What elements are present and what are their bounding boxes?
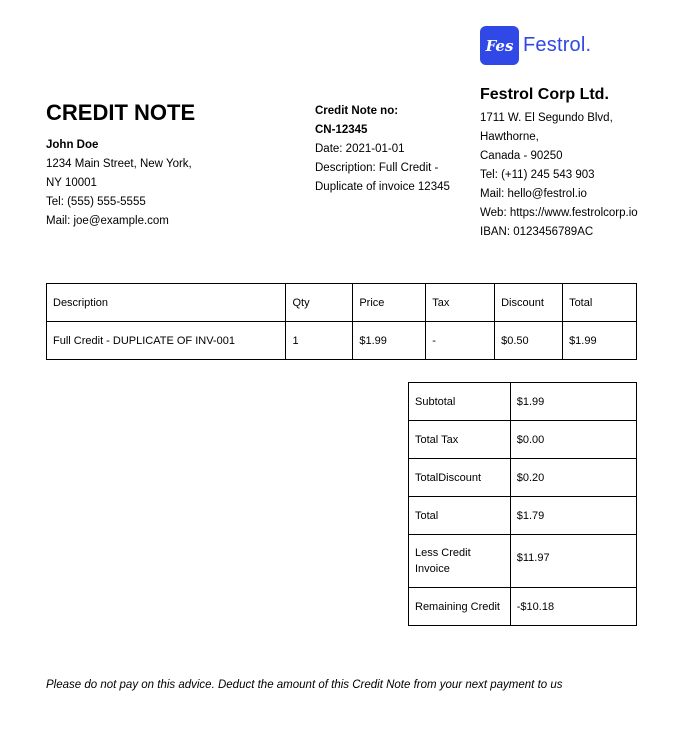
cell-tax: - — [426, 322, 495, 360]
total-value: $1.79 — [510, 497, 636, 535]
credit-note-meta — [315, 102, 455, 197]
cell-description: Full Credit - DUPLICATE OF INV-001 — [47, 322, 286, 360]
logo-text: Festrol. — [523, 34, 592, 56]
header-description: Description — [47, 284, 286, 322]
credit-note-number: CN-12345 — [315, 124, 368, 136]
customer-block — [46, 136, 192, 231]
totals-row-less-credit — [409, 535, 637, 588]
table-row — [47, 322, 637, 360]
header-qty: Qty — [286, 284, 353, 322]
brand-logo — [480, 26, 591, 65]
total-tax-value: $0.00 — [510, 421, 636, 459]
company-address-line1: 1711 W. El Segundo Blvd, — [480, 112, 613, 124]
company-mail: Mail: hello@festrol.io — [480, 188, 587, 200]
customer-mail: Mail: joe@example.com — [46, 215, 169, 227]
logo-mark: Fes — [480, 26, 519, 65]
footer-note: Please do not pay on this advice. Deduct the amount of this Credit Note from your next payment to us — [46, 679, 563, 691]
less-credit-value: $11.97 — [510, 535, 636, 588]
totals-row-subtotal — [409, 383, 637, 421]
company-block — [480, 84, 638, 242]
remaining-credit-value: -$10.18 — [510, 588, 636, 626]
company-iban: IBAN: 0123456789AC — [480, 226, 594, 238]
credit-note-number-label: Credit Note no: — [315, 105, 399, 117]
header-tax: Tax — [426, 284, 495, 322]
customer-address-line2: NY 10001 — [46, 177, 97, 189]
company-web: Web: https://www.festrolcorp.io — [480, 207, 638, 219]
totals-table — [408, 382, 637, 626]
header-discount: Discount — [495, 284, 563, 322]
company-name: Festrol Corp Ltd. — [480, 86, 609, 103]
customer-name: John Doe — [46, 139, 99, 151]
total-discount-label: TotalDiscount — [409, 459, 511, 497]
header-total: Total — [563, 284, 637, 322]
subtotal-value: $1.99 — [510, 383, 636, 421]
cell-qty: 1 — [286, 322, 353, 360]
total-label: Total — [409, 497, 511, 535]
cell-total: $1.99 — [563, 322, 637, 360]
total-tax-label: Total Tax — [409, 421, 511, 459]
company-tel: Tel: (+11) 245 543 903 — [480, 169, 595, 181]
totals-row-remaining — [409, 588, 637, 626]
cell-price: $1.99 — [353, 322, 426, 360]
header-price: Price — [353, 284, 426, 322]
remaining-credit-label: Remaining Credit — [409, 588, 511, 626]
totals-row-total — [409, 497, 637, 535]
total-discount-value: $0.20 — [510, 459, 636, 497]
less-credit-label: Less Credit Invoice — [409, 535, 511, 588]
credit-note-description: Description: Full Credit - Duplicate of invoice 12345 — [315, 162, 450, 193]
items-table — [46, 283, 637, 360]
customer-tel: Tel: (555) 555-5555 — [46, 196, 146, 208]
company-address-line2: Hawthorne, — [480, 131, 539, 143]
totals-row-tax — [409, 421, 637, 459]
items-header-row — [47, 284, 637, 322]
credit-note-date: Date: 2021-01-01 — [315, 143, 405, 155]
cell-discount: $0.50 — [495, 322, 563, 360]
company-address-line3: Canada - 90250 — [480, 150, 563, 162]
document-title: CREDIT NOTE — [46, 100, 196, 125]
customer-address-line1: 1234 Main Street, New York, — [46, 158, 192, 170]
subtotal-label: Subtotal — [409, 383, 511, 421]
totals-row-discount — [409, 459, 637, 497]
